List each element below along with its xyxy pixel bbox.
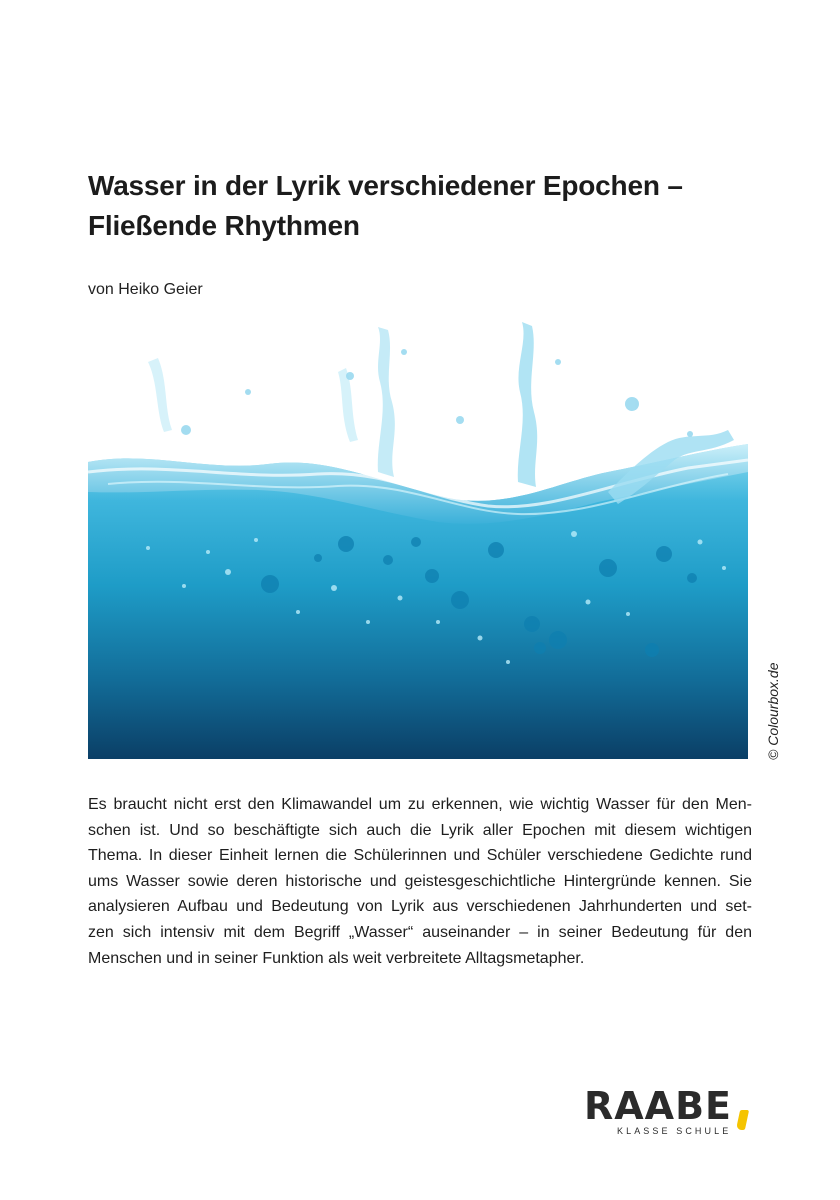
author-byline: von Heiko Geier xyxy=(88,281,203,298)
intro-line: analysieren Aufbau und Bedeutung von Lyrik aus verschiedenen Jahrhunderten und set- xyxy=(88,898,752,916)
title-line-2: Fließende Rhythmen xyxy=(88,210,360,241)
logo-comma-mark xyxy=(736,1110,749,1130)
raabe-logo xyxy=(584,1086,754,1142)
intro-line: schen ist. Und so beschäftigte sich auch die Lyrik aller Epochen mit diesem wichtigen xyxy=(88,821,752,839)
image-credit: © Colourbox.de xyxy=(765,662,781,760)
intro-line: ums Wasser sowie deren historische und geistesgeschichtliche Hintergründe kennen. Sie xyxy=(88,872,752,890)
logo-wordmark: RAABE xyxy=(584,1084,733,1128)
intro-line: Thema. In dieser Einheit lernen die Schülerinnen und Schüler verschiedene Gedichte rund xyxy=(88,847,752,865)
water-splash-photo xyxy=(88,322,748,759)
intro-line: Menschen und in seiner Funktion als weit verbreitete Alltagsmetapher. xyxy=(88,949,585,967)
intro-line: Es braucht nicht erst den Klimawandel um zu erkennen, wie wichtig Wasser für den Men- xyxy=(88,796,752,813)
intro-line: zen sich intensiv mit dem Begriff „Wasser“ auseinander – in seiner Bedeutung für den xyxy=(88,923,752,941)
intro-paragraph xyxy=(88,792,752,971)
title-line-1: Wasser in der Lyrik verschiedener Epochen – xyxy=(88,170,683,201)
logo-tagline: KLASSE SCHULE xyxy=(617,1126,732,1136)
page-title xyxy=(88,166,768,246)
